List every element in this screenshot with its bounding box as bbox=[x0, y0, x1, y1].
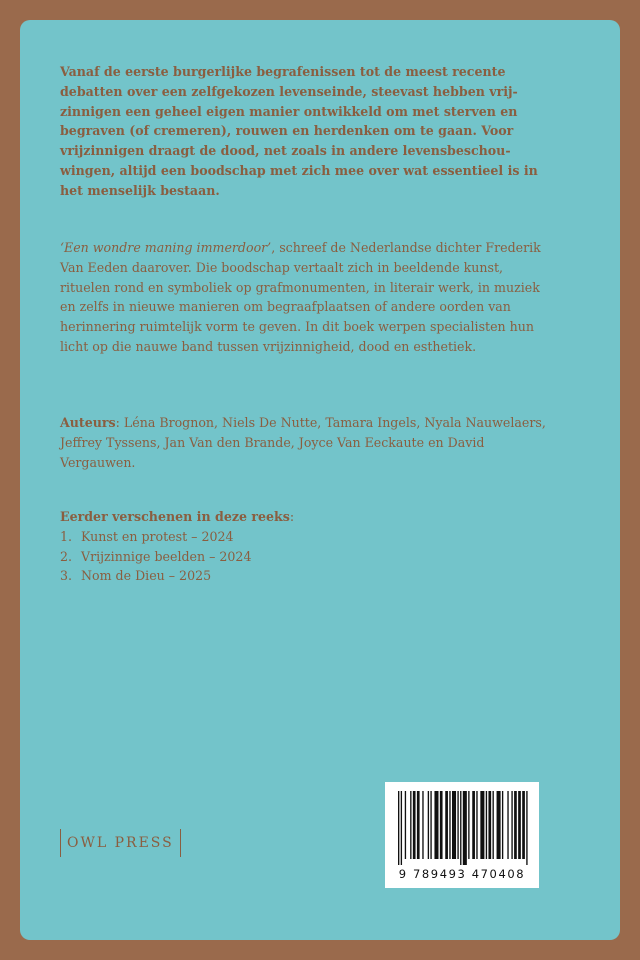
barcode-bar bbox=[430, 791, 431, 859]
list-item-number: 2. bbox=[60, 548, 73, 564]
barcode-bar bbox=[463, 791, 467, 865]
list-item bbox=[60, 547, 550, 567]
series-section bbox=[60, 507, 550, 586]
barcode-bar bbox=[488, 791, 491, 859]
authors-text: : Léna Brognon, Niels De Nutte, Tamara Ingels, Nyala Nauwelaers, Jeffrey Tyssens, Jan Van den Brande, Joyce Van Eeckaute en David Vergauwen. bbox=[60, 415, 546, 470]
isbn-barcode bbox=[385, 782, 539, 888]
barcode-bar bbox=[401, 791, 402, 865]
series-colon: : bbox=[289, 509, 295, 524]
barcode-bar bbox=[460, 791, 461, 865]
quote-title: ‘Een wondre maning immerdoor’ bbox=[60, 240, 272, 255]
intro-text: Vanaf de eerste burgerlijke begrafenissen tot de meest recente debatten over een zelfgekozen levenseinde, steevast hebben vrijzinnigen een geheel eigen manier ontwikkeld om met sterven en begraven (of cremeren), rouwen en herdenken om te gaan. Voor vrijzinnigen draagt de dood, net zoals in andere levensbeschouwingen, altijd een boodschap met zich mee over wat essentieel is in het menselijk bestaan. bbox=[60, 64, 538, 198]
barcode-bar bbox=[486, 791, 487, 859]
series-list bbox=[60, 527, 550, 586]
barcode-bar bbox=[497, 791, 501, 859]
list-item bbox=[60, 527, 550, 547]
barcode-bar bbox=[480, 791, 484, 859]
barcode-bar bbox=[457, 791, 458, 859]
barcode-bar bbox=[405, 791, 406, 859]
barcode-bar bbox=[428, 791, 429, 859]
list-item-number: 3. bbox=[60, 568, 73, 584]
barcode-bar bbox=[422, 791, 423, 859]
authors-paragraph bbox=[60, 413, 550, 472]
barcode-bar bbox=[398, 791, 399, 865]
barcode-bar bbox=[511, 791, 512, 859]
barcode-bar bbox=[518, 791, 521, 859]
isbn-number: 9 789493 470408 bbox=[398, 867, 526, 881]
barcode-bar bbox=[449, 791, 450, 859]
barcode-bar bbox=[413, 791, 416, 859]
quote-paragraph bbox=[60, 238, 550, 357]
barcode-bar bbox=[514, 791, 517, 859]
barcode-bar bbox=[440, 791, 443, 859]
publisher-logo bbox=[60, 829, 181, 857]
authors-label: Auteurs bbox=[60, 415, 116, 430]
barcode-bar bbox=[502, 791, 503, 859]
list-item-title: Nom de Dieu – 2025 bbox=[81, 568, 212, 584]
barcode-bar bbox=[445, 791, 448, 859]
barcode-bars bbox=[396, 791, 528, 865]
barcode-bar bbox=[526, 791, 527, 865]
list-item bbox=[60, 566, 550, 586]
barcode-bar bbox=[410, 791, 411, 859]
barcode-bar bbox=[493, 791, 494, 859]
barcode-bar bbox=[522, 791, 525, 859]
barcode-bar bbox=[476, 791, 477, 859]
publisher-name: OWL PRESS bbox=[67, 835, 174, 851]
barcode-bar bbox=[417, 791, 420, 859]
list-item-number: 1. bbox=[60, 528, 73, 544]
quote-body: , schreef de Nederlandse dichter Frederik Van Eeden daarover. Die boodschap vertaalt zich in beeldende kunst, rituelen rond en symboliek op grafmonumenten, in literair werk, in muziek en zelfs in nieuwe manieren om begraafplaatsen of andere oorden van herinnering ruimtelijk vorm te geven. In dit boek werpen specialisten hun licht op die nauwe band tussen vrijzinnigheid, dood en esthetiek. bbox=[60, 240, 541, 354]
barcode-bar bbox=[452, 791, 456, 859]
series-label: Eerder verschenen in deze reeks bbox=[60, 509, 290, 524]
barcode-bar bbox=[468, 791, 469, 859]
barcode-bar bbox=[507, 791, 508, 859]
barcode-bar bbox=[472, 791, 475, 859]
intro-paragraph bbox=[60, 62, 550, 201]
barcode-bar bbox=[434, 791, 438, 859]
list-item-title: Vrijzinnige beelden – 2024 bbox=[81, 548, 252, 564]
list-item-title: Kunst en protest – 2024 bbox=[81, 528, 234, 544]
